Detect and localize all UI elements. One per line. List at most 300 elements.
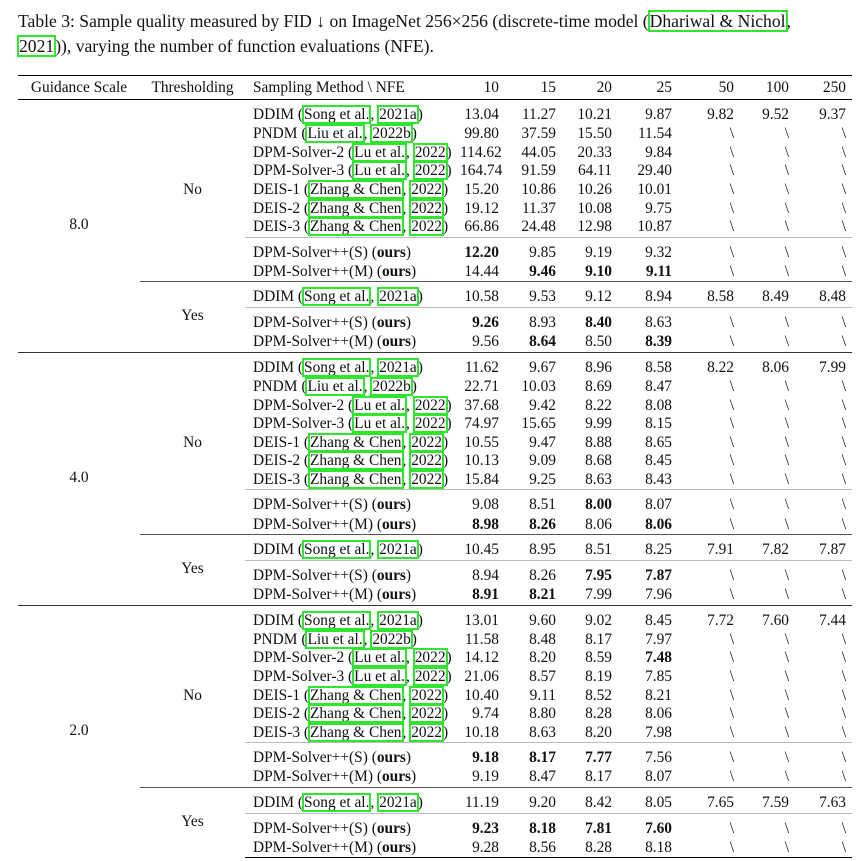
fid-value-cell	[678, 282, 740, 308]
fid-value-cell	[678, 162, 740, 181]
fid-value-cell	[505, 452, 562, 471]
fid-value: \	[729, 181, 734, 199]
fid-value-cell	[562, 813, 618, 839]
fid-value: \	[784, 415, 789, 433]
fid-value-cell	[505, 237, 562, 263]
fid-value-cell	[795, 605, 852, 631]
fid-value-cell	[460, 144, 505, 163]
citation-year-link[interactable]: 2022	[411, 199, 442, 217]
method-cell: DEIS-1 (Zhang & Chen, 2022)	[253, 686, 449, 704]
fid-value-cell	[505, 560, 562, 586]
fid-value-cell	[460, 378, 505, 397]
fid-value: \	[784, 723, 789, 741]
fid-value-cell	[740, 605, 795, 631]
citation-year-link[interactable]: 2021a	[379, 358, 417, 376]
fid-value-cell	[740, 237, 795, 263]
fid-value: 8.94	[472, 566, 499, 584]
fid-value-cell	[562, 686, 618, 705]
fid-value-cell	[795, 631, 852, 650]
fid-value: 8.26	[529, 566, 556, 584]
citation-year-link[interactable]: 2022	[411, 723, 442, 741]
fid-value: \	[784, 686, 789, 704]
fid-value-cell	[618, 605, 678, 631]
method-cell: DPM-Solver++(M) (ours)	[253, 586, 417, 604]
citation-year-link[interactable]: 2022b	[372, 125, 411, 143]
table-row	[18, 100, 852, 126]
header-nfe: 15	[505, 76, 562, 100]
fid-value-cell	[460, 282, 505, 308]
citation-link[interactable]: Song et al.	[304, 106, 370, 123]
fid-value-cell	[460, 743, 505, 769]
fid-value-cell	[740, 263, 795, 282]
fid-value: \	[841, 471, 846, 489]
thresholding-cell: No	[183, 181, 202, 199]
fid-value: 15.20	[464, 181, 499, 199]
fid-value: \	[729, 243, 734, 261]
fid-value-best: 12.20	[464, 243, 499, 261]
citation-year-link[interactable]: 2021a	[379, 611, 417, 629]
citation-link[interactable]: Lu et al.	[354, 667, 406, 685]
fid-value: 9.67	[529, 358, 556, 376]
fid-value: 8.07	[645, 496, 672, 514]
fid-value: 8.51	[529, 496, 556, 514]
fid-value-cell	[562, 125, 618, 144]
fid-value: 114.62	[460, 143, 502, 161]
fid-value-best: 8.40	[585, 314, 612, 332]
citation-link[interactable]: Zhang & Chen	[310, 723, 402, 741]
fid-value-cell	[460, 199, 505, 218]
fid-value: 8.56	[529, 838, 556, 856]
fid-value-cell	[562, 162, 618, 181]
citation-link[interactable]: Song et al.	[304, 540, 370, 558]
fid-value-cell	[460, 471, 505, 490]
citation-link[interactable]: Liu et al.	[307, 125, 363, 143]
citation-year-link[interactable]: 2021	[19, 36, 55, 56]
citation-year-link[interactable]: 2022	[411, 686, 442, 704]
fid-value-cell	[460, 560, 505, 586]
fid-value: 8.48	[819, 288, 846, 306]
fid-value: \	[784, 314, 789, 332]
fid-value-cell	[740, 333, 795, 352]
fid-value: 7.96	[645, 586, 672, 604]
fid-value-cell	[505, 181, 562, 200]
fid-value-cell	[740, 308, 795, 334]
fid-value: 11.37	[521, 199, 556, 217]
fid-value: \	[729, 749, 734, 767]
fid-value-cell	[795, 560, 852, 586]
method-name: DPM-Solver-3	[253, 415, 345, 433]
citation-link[interactable]: Zhang & Chen	[310, 181, 402, 199]
fid-value: 74.97	[464, 415, 499, 433]
fid-value: \	[784, 838, 789, 856]
fid-value-cell	[795, 839, 852, 858]
fid-value: 8.15	[645, 415, 672, 433]
fid-value-cell	[505, 490, 562, 516]
fid-value: 8.28	[585, 705, 612, 723]
method-name: DDIM	[253, 611, 295, 629]
fid-value: 9.53	[529, 288, 556, 306]
fid-value-cell	[460, 813, 505, 839]
fid-value: 8.20	[529, 649, 556, 667]
fid-value-cell	[562, 308, 618, 334]
fid-value-best: 9.46	[529, 262, 556, 280]
fid-value-cell	[505, 534, 562, 560]
fid-value: \	[784, 433, 789, 451]
fid-value-cell	[562, 705, 618, 724]
fid-value-cell	[678, 787, 740, 813]
fid-value-cell	[678, 452, 740, 471]
fid-value-cell	[740, 743, 795, 769]
fid-value-cell	[740, 534, 795, 560]
fid-value-cell	[678, 199, 740, 218]
fid-value-cell	[678, 705, 740, 724]
fid-value: \	[784, 471, 789, 489]
method-name: DPM-Solver++(S)	[253, 566, 368, 584]
fid-value: \	[841, 125, 846, 143]
fid-value: 9.19	[585, 243, 612, 261]
fid-value-cell	[678, 723, 740, 742]
citation-link[interactable]: Zhang & Chen	[310, 471, 402, 489]
fid-value-cell	[460, 839, 505, 858]
citation-link[interactable]: Lu et al.	[354, 415, 406, 433]
method-cell: DEIS-1 (Zhang & Chen, 2022)	[253, 433, 449, 451]
method-name: DPM-Solver++(M)	[253, 838, 373, 856]
fid-value-cell	[795, 100, 852, 126]
fid-value-cell	[740, 723, 795, 742]
citation-year-link[interactable]: 2022	[411, 471, 442, 489]
fid-value-cell	[678, 586, 740, 605]
citation-link[interactable]: Song et al.	[304, 793, 370, 811]
fid-value: 7.44	[819, 611, 846, 629]
fid-value-cell	[618, 218, 678, 237]
header-nfe: 50	[678, 76, 740, 100]
fid-value-cell	[740, 649, 795, 668]
caption-suffix: ), varying the number of function evaluations (NFE).	[61, 36, 434, 56]
fid-value-cell	[795, 282, 852, 308]
method-cell: DEIS-1 (Zhang & Chen, 2022)	[253, 181, 449, 199]
fid-value-cell	[678, 308, 740, 334]
fid-value: \	[784, 262, 789, 280]
citation-year-link[interactable]: 2022	[414, 415, 446, 433]
fid-value: \	[729, 333, 734, 351]
caption-prefix: Table 3: Sample quality measured by FID ↓ on ImageNet 256×256 (discrete-time model (	[18, 11, 649, 31]
method-name: DEIS-2	[253, 452, 301, 470]
fid-value: 7.99	[585, 586, 612, 604]
citation-link[interactable]: Dhariwal & Nichol	[649, 11, 786, 31]
fid-value: \	[784, 396, 789, 414]
fid-value-cell	[618, 378, 678, 397]
fid-value: \	[841, 333, 846, 351]
results-table	[18, 75, 852, 858]
fid-value-cell	[618, 686, 678, 705]
fid-value: 66.86	[464, 218, 499, 236]
citation-link[interactable]: Zhang & Chen	[310, 218, 402, 236]
fid-value: 8.18	[645, 838, 672, 856]
method-cell: DPM-Solver-2 (Lu et al., 2022)	[253, 396, 452, 414]
fid-value: \	[729, 768, 734, 786]
fid-value-cell	[678, 125, 740, 144]
fid-value-cell	[740, 218, 795, 237]
fid-value: 8.42	[585, 793, 612, 811]
ours-tag: ours	[381, 333, 412, 351]
fid-value-cell	[618, 787, 678, 813]
method-cell: DEIS-2 (Zhang & Chen, 2022)	[253, 705, 449, 723]
fid-value-cell	[618, 125, 678, 144]
fid-value-cell	[740, 125, 795, 144]
fid-value-cell	[740, 100, 795, 126]
citation-year-link[interactable]: 2021a	[379, 288, 417, 306]
fid-value-cell	[460, 162, 505, 181]
fid-value-best: 8.26	[529, 515, 556, 533]
citation-year-link[interactable]: 2022	[414, 667, 446, 685]
citation-link[interactable]: Lu et al.	[354, 649, 406, 667]
guidance-scale-cell: 2.0	[18, 605, 140, 858]
fid-value-cell	[795, 308, 852, 334]
method-cell: PNDM (Liu et al., 2022b)	[253, 630, 417, 648]
fid-value-cell	[795, 471, 852, 490]
fid-value: 8.08	[645, 396, 672, 414]
method-name: DPM-Solver++(M)	[253, 768, 373, 786]
header-nfe: 10	[460, 76, 505, 100]
fid-value: 10.55	[464, 433, 499, 451]
table-row	[18, 534, 852, 560]
fid-value: 8.88	[585, 433, 612, 451]
method-name: DPM-Solver++(S)	[253, 749, 368, 767]
fid-value-cell	[618, 162, 678, 181]
fid-value: 10.03	[521, 378, 556, 396]
citation-year-link[interactable]: 2022	[414, 143, 446, 161]
citation-year-link[interactable]: 2022	[414, 396, 446, 414]
fid-value: 9.11	[529, 686, 556, 704]
citation-link[interactable]: Liu et al.	[307, 630, 363, 648]
fid-value-cell	[740, 199, 795, 218]
citation-link[interactable]: Lu et al.	[354, 396, 406, 414]
fid-value-cell	[678, 605, 740, 631]
fid-value: 14.44	[464, 262, 499, 280]
fid-value-cell	[740, 787, 795, 813]
fid-value-cell	[618, 100, 678, 126]
fid-value-cell	[562, 263, 618, 282]
fid-value-cell	[618, 452, 678, 471]
fid-value-cell	[505, 723, 562, 742]
method-cell: DPM-Solver++(S) (ours)	[245, 743, 460, 769]
fid-value: 7.60	[762, 611, 789, 629]
citation-link[interactable]: Liu et al.	[307, 378, 363, 396]
citation-link[interactable]: Song et al.	[304, 358, 370, 376]
fid-value-cell	[740, 839, 795, 858]
fid-value-cell	[618, 282, 678, 308]
fid-value-cell	[795, 668, 852, 687]
fid-value-cell	[505, 352, 562, 378]
fid-value-cell	[505, 218, 562, 237]
fid-value: 9.12	[585, 288, 612, 306]
method-name: DPM-Solver-2	[253, 649, 345, 667]
citation-year-link[interactable]: 2022b	[372, 630, 411, 648]
fid-value-cell	[460, 586, 505, 605]
fid-value-cell	[460, 787, 505, 813]
fid-value: 22.71	[464, 378, 499, 396]
fid-value: \	[841, 314, 846, 332]
fid-value-cell	[740, 686, 795, 705]
citation-year-link[interactable]: 2022	[411, 218, 442, 236]
fid-value: \	[841, 667, 846, 685]
fid-value-cell	[795, 162, 852, 181]
citation-year-link[interactable]: 2022b	[372, 378, 411, 396]
citation-link[interactable]: Song et al.	[304, 288, 370, 306]
fid-value-best: 8.39	[645, 333, 672, 351]
fid-value-cell	[678, 490, 740, 516]
fid-value-cell	[505, 100, 562, 126]
fid-value-cell	[460, 263, 505, 282]
fid-value-cell	[795, 686, 852, 705]
citation-year-link[interactable]: 2022	[411, 705, 442, 723]
fid-value-cell	[740, 352, 795, 378]
citation-link[interactable]: Zhang & Chen	[310, 199, 402, 217]
fid-value-cell	[795, 743, 852, 769]
citation-link[interactable]: Song et al.	[304, 611, 370, 629]
method-cell: DDIM (Song et al., 2021a)	[245, 605, 460, 631]
fid-value: \	[729, 415, 734, 433]
citation-year-link[interactable]: 2021a	[379, 540, 417, 558]
fid-value-cell	[678, 352, 740, 378]
citation-year-link[interactable]: 2022	[414, 162, 446, 180]
fid-value-cell	[562, 396, 618, 415]
fid-value: \	[729, 262, 734, 280]
citation-link[interactable]: Lu et al.	[354, 162, 406, 180]
fid-value: \	[841, 838, 846, 856]
fid-value: 9.75	[645, 199, 672, 217]
fid-value-cell	[505, 125, 562, 144]
fid-value-cell	[795, 415, 852, 434]
method-name: DPM-Solver++(S)	[253, 496, 368, 514]
fid-value-cell	[740, 515, 795, 534]
fid-value: 8.58	[645, 358, 672, 376]
fid-value-cell	[618, 534, 678, 560]
citation-link[interactable]: Zhang & Chen	[310, 452, 402, 470]
table-row	[18, 605, 852, 631]
fid-value: \	[841, 586, 846, 604]
fid-value-best: 9.23	[472, 819, 499, 837]
fid-value: \	[784, 143, 789, 161]
fid-value-cell	[460, 396, 505, 415]
header-method: Sampling Method \ NFE	[245, 76, 460, 100]
fid-value-cell	[678, 333, 740, 352]
fid-value: \	[784, 586, 789, 604]
fid-value-cell	[460, 125, 505, 144]
fid-value-cell	[678, 631, 740, 650]
method-name: DPM-Solver++(M)	[253, 586, 373, 604]
method-name: PNDM	[253, 630, 298, 648]
header-guidance-scale: Guidance Scale	[18, 76, 140, 100]
fid-value: 7.59	[762, 793, 789, 811]
citation-link[interactable]: Zhang & Chen	[310, 686, 402, 704]
table-body	[18, 100, 852, 858]
fid-value: 9.87	[645, 106, 672, 123]
fid-value: \	[784, 125, 789, 143]
citation-year-link[interactable]: 2021a	[379, 106, 417, 123]
fid-value-cell	[740, 471, 795, 490]
fid-value: \	[841, 819, 846, 837]
citation-year-link[interactable]: 2022	[411, 433, 442, 451]
fid-value-cell	[505, 162, 562, 181]
fid-value: 7.63	[819, 793, 846, 811]
fid-value: \	[784, 162, 789, 180]
method-name: DDIM	[253, 106, 295, 123]
fid-value-cell	[678, 434, 740, 453]
fid-value: 8.07	[645, 768, 672, 786]
fid-value-cell	[618, 668, 678, 687]
citation-link[interactable]: Lu et al.	[354, 143, 406, 161]
fid-value: 8.05	[645, 793, 672, 811]
method-name: DPM-Solver++(M)	[253, 515, 373, 533]
citation-year-link[interactable]: 2022	[411, 452, 442, 470]
fid-value: \	[841, 705, 846, 723]
fid-value-best: 8.17	[529, 749, 556, 767]
fid-value-cell	[562, 515, 618, 534]
fid-value: 10.18	[464, 723, 499, 741]
fid-value: 8.69	[585, 378, 612, 396]
fid-value: 7.85	[645, 667, 672, 685]
fid-value-cell	[618, 560, 678, 586]
table-row	[18, 282, 852, 308]
fid-value-cell	[562, 218, 618, 237]
fid-value-best: 7.48	[645, 649, 672, 667]
header-nfe: 100	[740, 76, 795, 100]
fid-value-cell	[618, 199, 678, 218]
fid-value-cell	[460, 649, 505, 668]
fid-value-cell	[460, 668, 505, 687]
fid-value: 9.42	[529, 396, 556, 414]
fid-value-cell	[795, 586, 852, 605]
citation-year-link[interactable]: 2022	[414, 649, 446, 667]
fid-value: \	[729, 838, 734, 856]
method-cell: DEIS-2 (Zhang & Chen, 2022)	[253, 199, 449, 217]
fid-value: \	[784, 630, 789, 648]
citation-year-link[interactable]: 2021a	[379, 793, 417, 811]
fid-value-cell	[740, 813, 795, 839]
fid-value: 8.57	[529, 667, 556, 685]
ours-tag: ours	[376, 314, 406, 332]
fid-value-cell	[505, 605, 562, 631]
fid-value-cell	[795, 396, 852, 415]
fid-value-cell	[618, 723, 678, 742]
fid-value-best: 7.81	[585, 819, 612, 837]
method-cell: DPM-Solver++(S) (ours)	[245, 560, 460, 586]
fid-value-cell	[795, 813, 852, 839]
fid-value: 8.59	[585, 649, 612, 667]
fid-value-cell	[460, 605, 505, 631]
method-cell: DEIS-3 (Zhang & Chen, 2022)	[253, 471, 449, 489]
fid-value-cell	[678, 515, 740, 534]
table-row	[18, 787, 852, 813]
method-name: DDIM	[253, 540, 295, 558]
citation-link[interactable]: Zhang & Chen	[310, 705, 402, 723]
citation-link[interactable]: Zhang & Chen	[310, 433, 402, 451]
citation-year-link[interactable]: 2022	[411, 181, 442, 199]
fid-value-best: 9.26	[472, 314, 499, 332]
fid-value: 9.47	[529, 433, 556, 451]
fid-value-cell	[460, 723, 505, 742]
fid-value-cell	[505, 743, 562, 769]
method-name: DPM-Solver++(S)	[253, 819, 368, 837]
fid-value-cell	[618, 396, 678, 415]
fid-value-cell	[618, 333, 678, 352]
ours-tag: ours	[376, 819, 406, 837]
fid-value-best: 8.18	[529, 819, 556, 837]
method-cell: DPM-Solver-3 (Lu et al., 2022)	[253, 162, 452, 180]
fid-value-cell	[795, 181, 852, 200]
fid-value-cell	[795, 515, 852, 534]
